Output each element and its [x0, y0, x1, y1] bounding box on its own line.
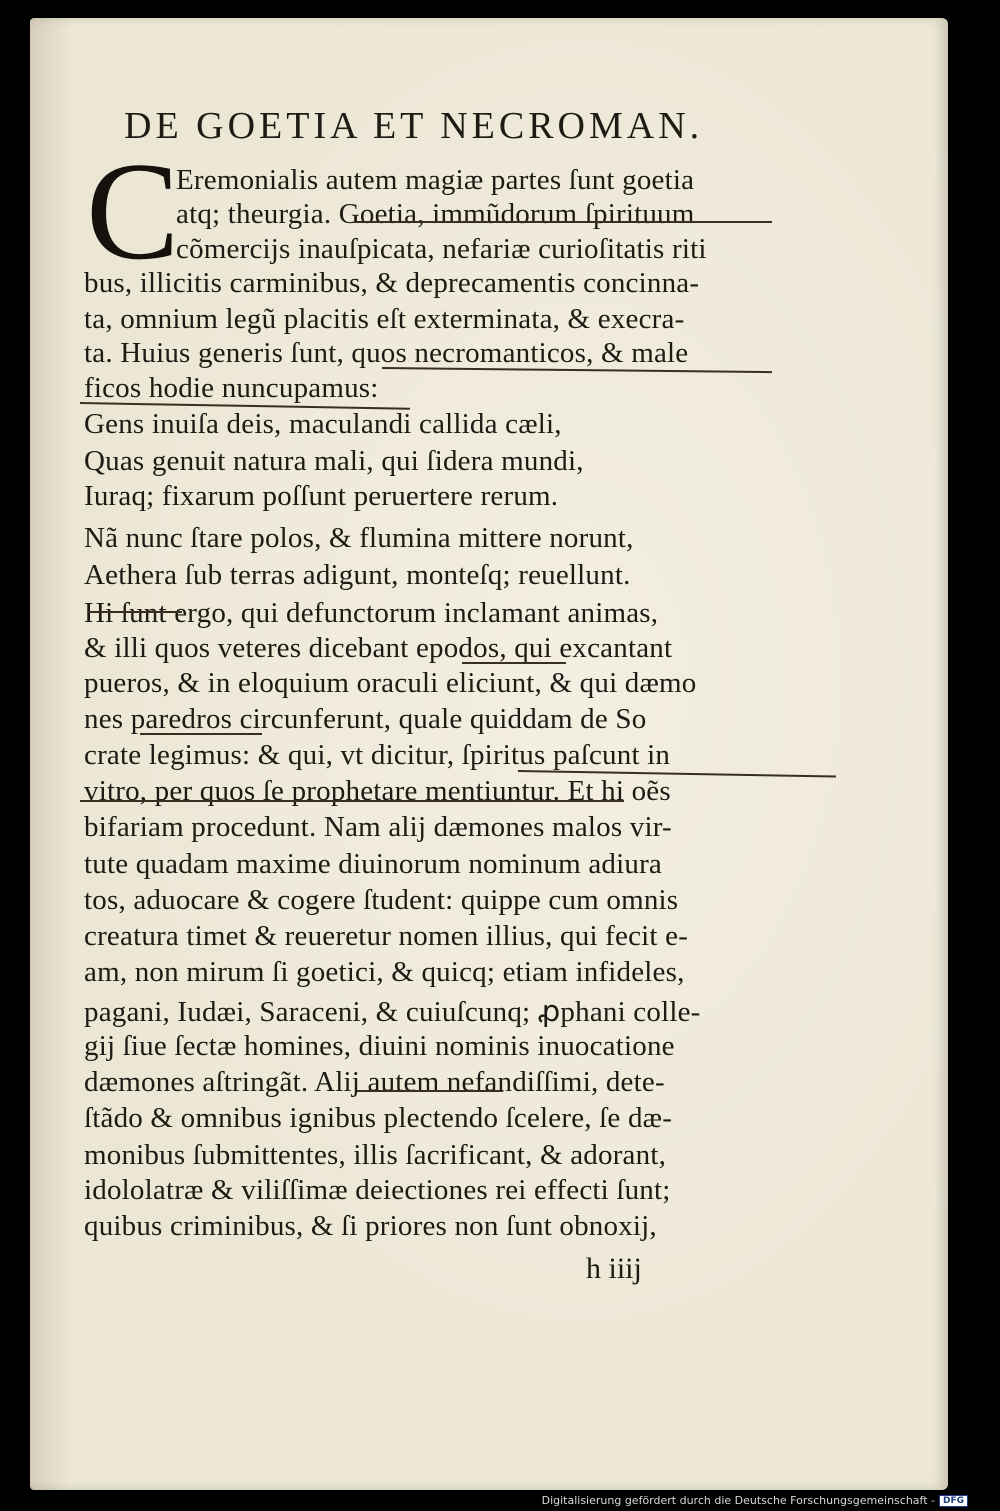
page-signature: h iiij	[586, 1252, 642, 1285]
drop-cap: C	[86, 134, 180, 289]
ink-underline	[140, 733, 262, 735]
text-line: atq; theurgia. Goetia, immũdorum ſpirituum	[176, 198, 695, 230]
text-line: ficos hodie nuncupamus:	[84, 372, 379, 404]
text-line: Hi ſunt ergo, qui defunctorum inclamant animas,	[84, 597, 659, 629]
text-line: ſtãdo & omnibus ignibus plectendo ſcelere, ſe dæ-	[84, 1102, 673, 1134]
text-line: Eremonialis autem magiæ partes ſunt goetia	[176, 164, 695, 196]
text-line: pueros, & in eloquium oraculi eliciunt, & qui dæmo	[84, 667, 697, 699]
digitization-credit	[542, 1494, 968, 1507]
text-line: bus, illicitis carminibus, & deprecamentis concinna-	[84, 267, 700, 299]
text-line: ta. Huius generis ſunt, quos necromanticos, & male	[84, 337, 689, 369]
text-line: monibus ſubmittentes, illis ſacrificant, & adorant,	[84, 1139, 667, 1171]
ink-strike	[88, 611, 182, 613]
text-line: ta, omnium legũ placitis eſt exterminata, & execra-	[84, 303, 685, 335]
ink-underline	[80, 800, 624, 802]
text-line: nes paredros circunferunt, quale quiddam de So	[84, 703, 647, 735]
credit-text: Digitalisierung gefördert durch die Deutsche Forschungsgemeinschaft -	[541, 1494, 935, 1507]
text-line: idololatræ & viliſſimæ deiectiones rei effecti ſunt;	[84, 1174, 671, 1206]
text-line: quibus criminibus, & ſi priores non ſunt obnoxij,	[84, 1210, 657, 1242]
ink-underline	[357, 1090, 503, 1092]
text-line: gij ſiue ſectæ homines, diuini nominis inuocatione	[84, 1030, 675, 1062]
text-line: Gens inuiſa deis, maculandi callida cæli,	[84, 408, 562, 440]
ink-underline	[462, 662, 566, 664]
text-line: bifariam procedunt. Nam alij dæmones malos vir-	[84, 811, 672, 843]
text-line: Nã nunc ſtare polos, & flumina mittere norunt,	[84, 522, 634, 554]
running-head: DE GOETIA ET NECROMAN.	[124, 105, 704, 147]
text-line: pagani, Iudæi, Saraceni, & cuiuſcunq; ꝓphani colle-	[84, 996, 701, 1028]
text-line: Iuraq; fixarum poſſunt peruertere rerum.	[84, 480, 559, 512]
dfg-logo: DFG	[939, 1495, 968, 1507]
text-line: crate legimus: & qui, vt dicitur, ſpiritus paſcunt in	[84, 739, 671, 771]
text-line: tos, aduocare & cogere ſtudent: quippe cum omnis	[84, 884, 679, 916]
text-line: creatura timet & reueretur nomen illius, qui fecit e-	[84, 920, 689, 952]
text-line: Quas genuit natura mali, qui ſidera mundi,	[84, 445, 584, 477]
text-line: cõmercijs inauſpicata, nefariæ curioſitatis riti	[176, 233, 707, 265]
text-line: am, non mirum ſi goetici, & quicq; etiam infideles,	[84, 956, 685, 988]
text-line: vitro, per quos ſe prophetare mentiuntur. Et hi oẽs	[84, 775, 671, 807]
text-line: Aethera ſub terras adigunt, monteſq; reuellunt.	[84, 559, 631, 591]
text-line: dæmones aſtringãt. Alij autem nefandiſſimi, dete-	[84, 1066, 665, 1098]
text-line: & illi quos veteres dicebant epodos, qui excantant	[84, 632, 673, 664]
ink-underline	[354, 221, 772, 223]
text-line: tute quadam maxime diuinorum nominum adiura	[84, 848, 663, 880]
